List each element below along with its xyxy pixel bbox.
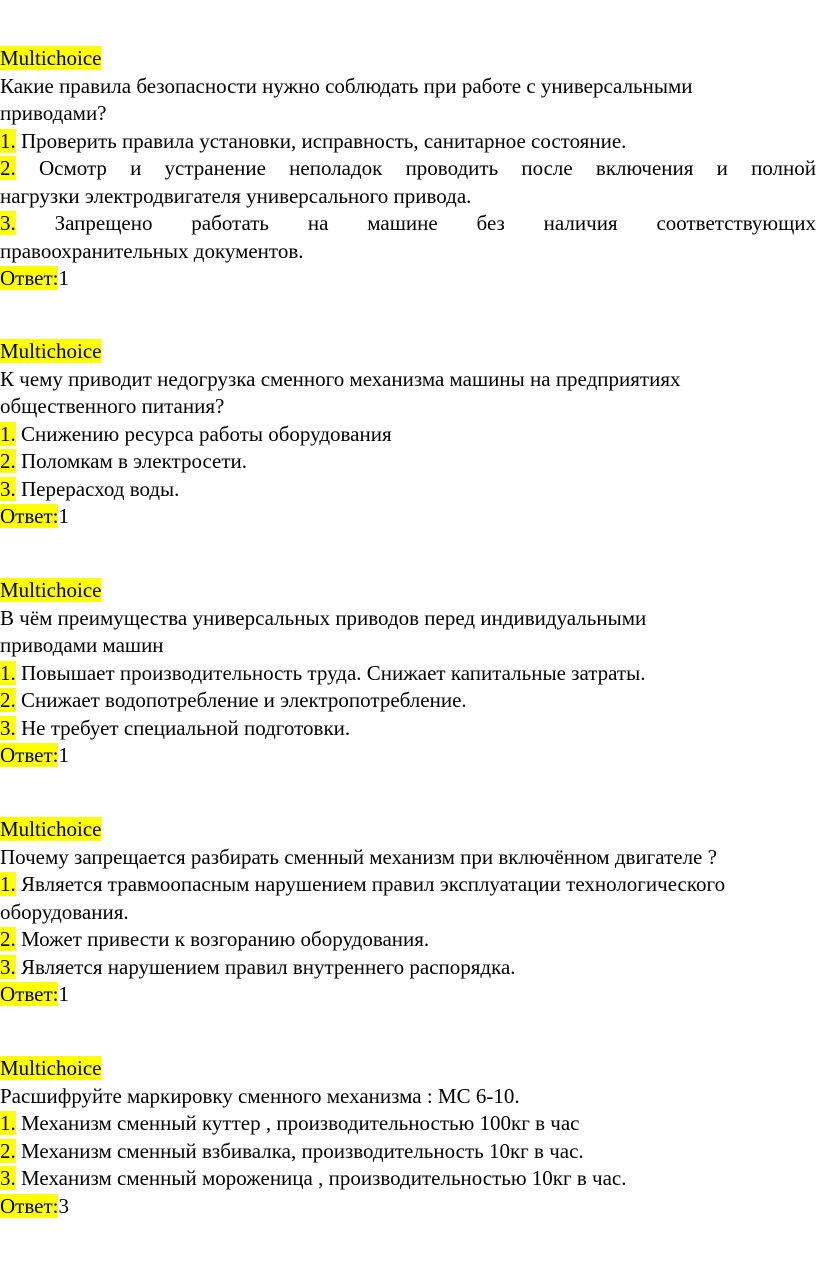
option-3 — [0, 476, 816, 504]
option-number: 2. — [0, 688, 16, 712]
option-text: Перерасход воды. — [21, 476, 180, 501]
question-text-line: Расшифруйте маркировку сменного механизма : МС 6-10. — [0, 1083, 520, 1108]
answer-value: 1 — [58, 504, 69, 528]
option-2 — [0, 155, 816, 183]
question-text-line: Какие правила безопасности нужно соблюдать при работе с универсальными — [0, 73, 693, 98]
option-text-continued: оборудования. — [0, 899, 129, 924]
answer-value: 3 — [58, 1193, 69, 1218]
answer-label: Ответ: — [0, 504, 59, 528]
option-3 — [0, 1165, 816, 1193]
option-text: Может привести к возгоранию оборудования. — [21, 927, 430, 951]
question-text-line: К чему приводит недогрузка сменного механизма машины на предприятиях — [0, 366, 681, 391]
option-number: 2. — [0, 1138, 16, 1163]
answer-line — [0, 503, 816, 531]
option-text: Механизм сменный взбивалка, производительность 10кг в час. — [21, 1138, 584, 1163]
question-text-line: Почему запрещается разбирать сменный механизм при включённом двигателе ? — [0, 844, 717, 869]
option-text: Механизм сменный мороженица , производительностью 10кг в час. — [21, 1166, 627, 1190]
option-number: 2. — [0, 449, 16, 473]
option-3 — [0, 210, 816, 238]
option-number: 2. — [0, 927, 16, 951]
option-number: 1. — [0, 1111, 16, 1135]
question-block-5 — [0, 1055, 816, 1220]
option-number: 3. — [0, 211, 16, 235]
answer-line — [0, 1193, 816, 1221]
option-text: Является травмоопасным нарушением правил эксплуатации технологического — [21, 872, 726, 896]
option-text: Не требует специальной подготовки. — [21, 715, 351, 740]
option-text: Запрещено работать на машине без наличия соответствующих — [54, 211, 816, 235]
question-type-label: Multichoice — [0, 339, 102, 363]
option-text: Осмотр и устранение неполадок проводить после включения и полной — [38, 156, 816, 180]
answer-line — [0, 742, 816, 770]
option-1 — [0, 660, 816, 688]
option-number: 3. — [0, 954, 16, 979]
answer-label: Ответ: — [0, 1193, 59, 1218]
option-1 — [0, 871, 816, 899]
answer-value: 1 — [58, 982, 69, 1006]
question-type-label: Multichoice — [0, 1056, 102, 1080]
answer-label: Ответ: — [0, 982, 59, 1006]
question-type-label: Multichoice — [0, 817, 102, 841]
question-text-line: В чём преимущества универсальных приводов перед индивидуальными — [0, 605, 647, 630]
answer-line — [0, 981, 816, 1009]
question-block-3 — [0, 577, 816, 770]
question-type-label: Multichoice — [0, 46, 102, 70]
option-1 — [0, 421, 816, 449]
option-text: Проверить правила установки, исправность, санитарное состояние. — [21, 128, 627, 153]
question-text-line: приводами? — [0, 101, 107, 125]
question-type-label: Multichoice — [0, 578, 102, 602]
option-number: 1. — [0, 872, 16, 896]
option-text: Повышает производительность труда. Снижает капитальные затраты. — [21, 660, 646, 685]
option-2 — [0, 448, 816, 476]
option-text-continued: правоохранительных документов. — [0, 238, 304, 263]
option-1 — [0, 1110, 816, 1138]
answer-value: 1 — [58, 743, 69, 767]
question-text-line: общественного питания? — [0, 394, 225, 418]
question-block-4 — [0, 816, 816, 1009]
option-number: 1. — [0, 660, 16, 685]
option-2 — [0, 926, 816, 954]
question-block-2 — [0, 338, 816, 531]
option-number: 1. — [0, 421, 16, 446]
option-2 — [0, 687, 816, 715]
option-number: 3. — [0, 1166, 16, 1190]
answer-value: 1 — [58, 266, 69, 290]
answer-label: Ответ: — [0, 266, 59, 290]
question-text-line: приводами машин — [0, 633, 164, 657]
option-text: Является нарушением правил внутреннего распорядка. — [21, 954, 516, 979]
answer-line — [0, 265, 816, 293]
option-number: 2. — [0, 156, 16, 180]
option-3 — [0, 954, 816, 982]
option-1 — [0, 128, 816, 156]
option-number: 3. — [0, 715, 16, 740]
option-text: Снижению ресурса работы оборудования — [21, 421, 392, 446]
option-text-continued: нагрузки электродвигателя универсального привода. — [0, 183, 472, 208]
option-number: 1. — [0, 128, 16, 153]
question-block-1 — [0, 45, 816, 293]
answer-label: Ответ: — [0, 743, 59, 767]
option-number: 3. — [0, 476, 16, 501]
option-text: Поломкам в электросети. — [21, 449, 248, 473]
option-text: Механизм сменный куттер , производительностью 100кг в час — [21, 1111, 580, 1135]
option-3 — [0, 715, 816, 743]
option-2 — [0, 1138, 816, 1166]
option-text: Снижает водопотребление и электропотребление. — [21, 688, 467, 712]
